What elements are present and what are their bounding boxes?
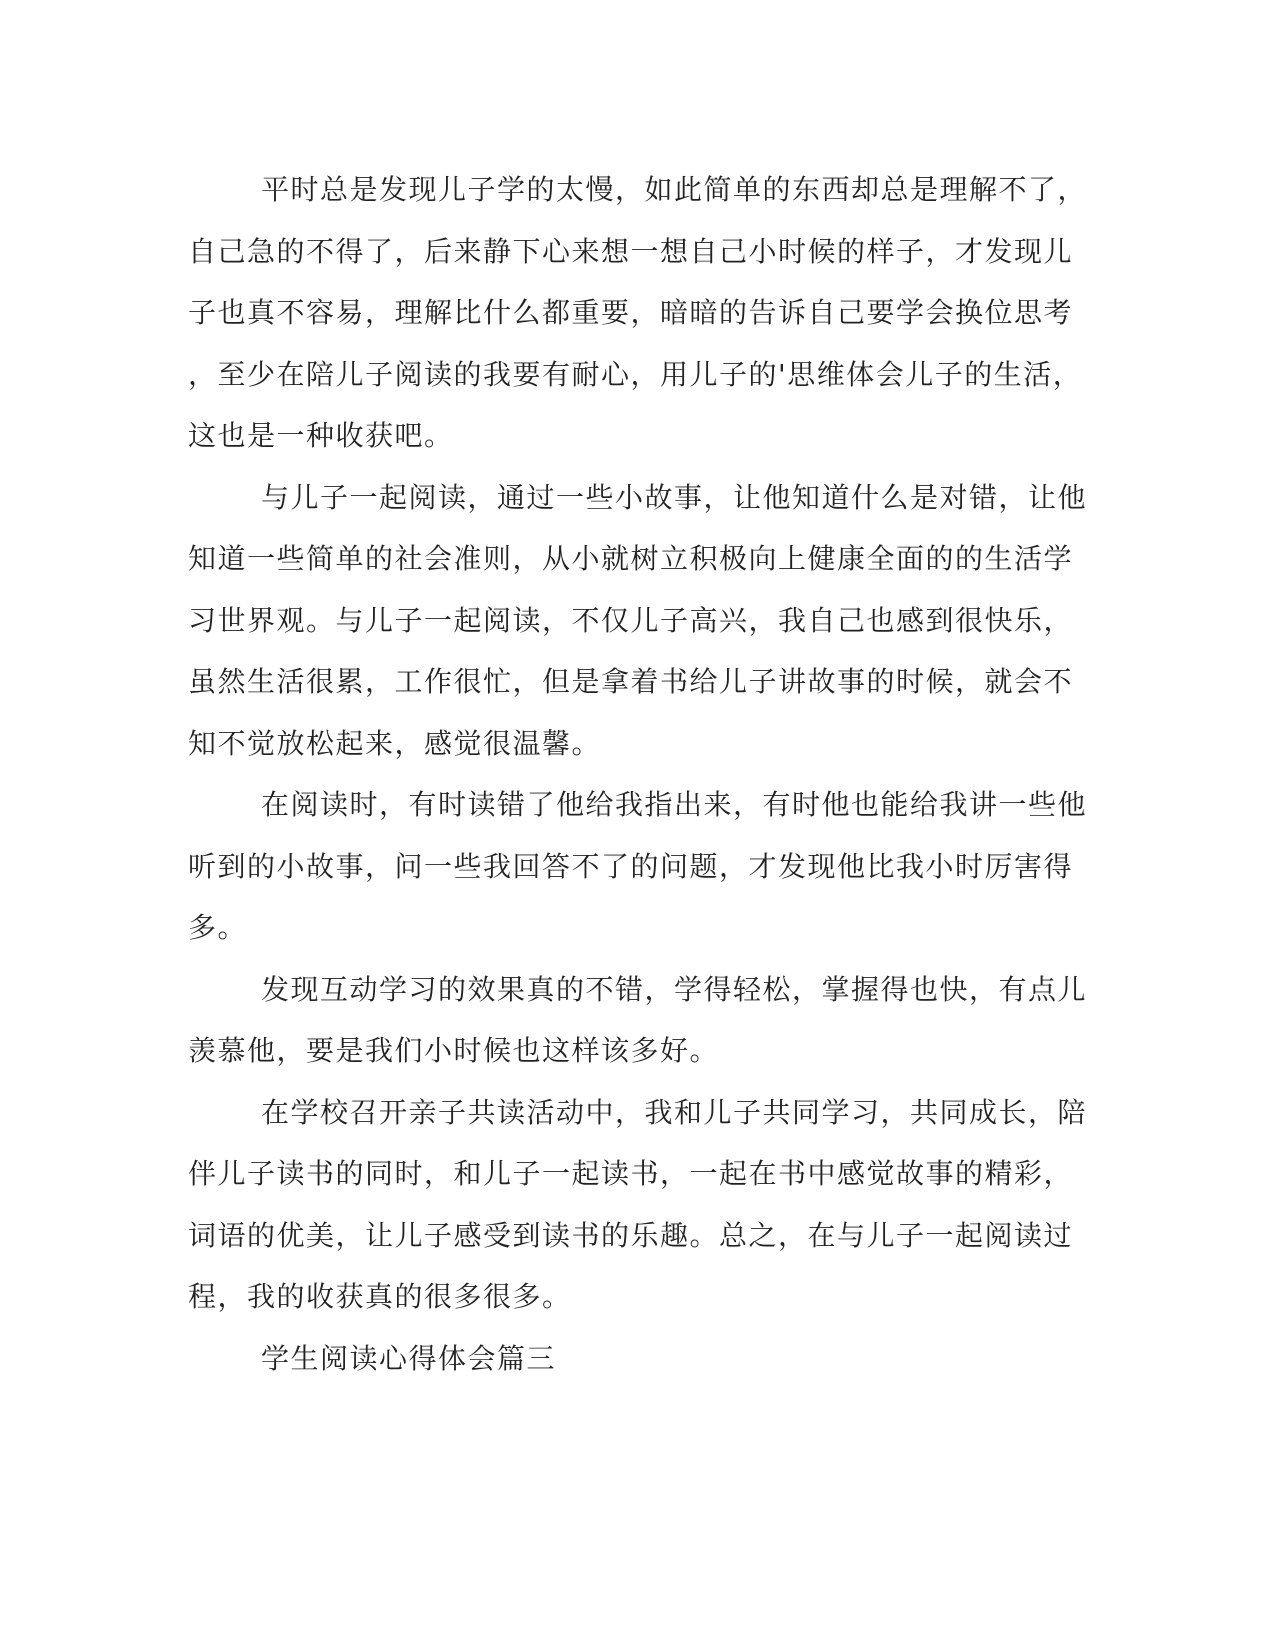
text-line: 在阅读时，有时读错了他给我指出来，有时他也能给我讲一些他 [261, 788, 1088, 821]
text-line: 自己急的不得了，后来静下心来想一想自己小时候的样子，才发现儿 [188, 234, 1074, 268]
paragraph [188, 159, 1088, 467]
text-line: 子也真不容易，理解比什么都重要，暗暗的告诉自己要学会换位思考 [188, 296, 1074, 329]
text-line: 听到的小故事，问一些我回答不了的问题，才发现他比我小时厉害得 [188, 849, 1074, 883]
text-line: 词语的优美，让儿子感受到读书的乐趣。总之，在与儿子一起阅读过 [188, 1218, 1074, 1252]
paragraph [188, 1082, 1088, 1328]
text-line: 程，我的收获真的很多很多。 [188, 1280, 572, 1313]
text-line: 多。 [188, 911, 248, 944]
text-line: 这也是一种收获吧。 [188, 419, 454, 452]
text-line: 知不觉放松起来，感觉很温馨。 [188, 726, 602, 760]
text-line: 在学校召开亲子共读活动中，我和儿子共同学习，共同成长，陪 [261, 1095, 1088, 1129]
paragraph [188, 467, 1088, 775]
paragraph [188, 959, 1088, 1082]
text-line: ，至少在陪儿子阅读的我要有耐心，用儿子的'思维体会儿子的生活， [188, 357, 1083, 391]
text-line: 知道一些简单的社会准则，从小就树立积极向上健康全面的的生活学 [188, 542, 1074, 575]
text-line: 习世界观。与儿子一起阅读，不仅儿子高兴，我自己也感到很快乐， [188, 603, 1074, 637]
text-line: 虽然生活很累，工作很忙，但是拿着书给儿子讲故事的时候，就会不 [188, 665, 1074, 698]
section-heading: 学生阅读心得体会篇三 [261, 1341, 557, 1375]
document-body [188, 159, 1088, 1389]
text-line: 平时总是发现儿子学的太慢，如此简单的东西却总是理解不了， [261, 173, 1088, 206]
text-line: 发现互动学习的效果真的不错，学得轻松，掌握得也快，有点儿 [261, 972, 1088, 1006]
text-line: 羡慕他，要是我们小时候也这样该多好。 [188, 1034, 720, 1067]
text-line: 与儿子一起阅读，通过一些小故事，让他知道什么是对错，让他 [261, 480, 1088, 514]
paragraph [188, 774, 1088, 959]
text-line: 伴儿子读书的同时，和儿子一起读书，一起在书中感觉故事的精彩， [188, 1157, 1074, 1190]
